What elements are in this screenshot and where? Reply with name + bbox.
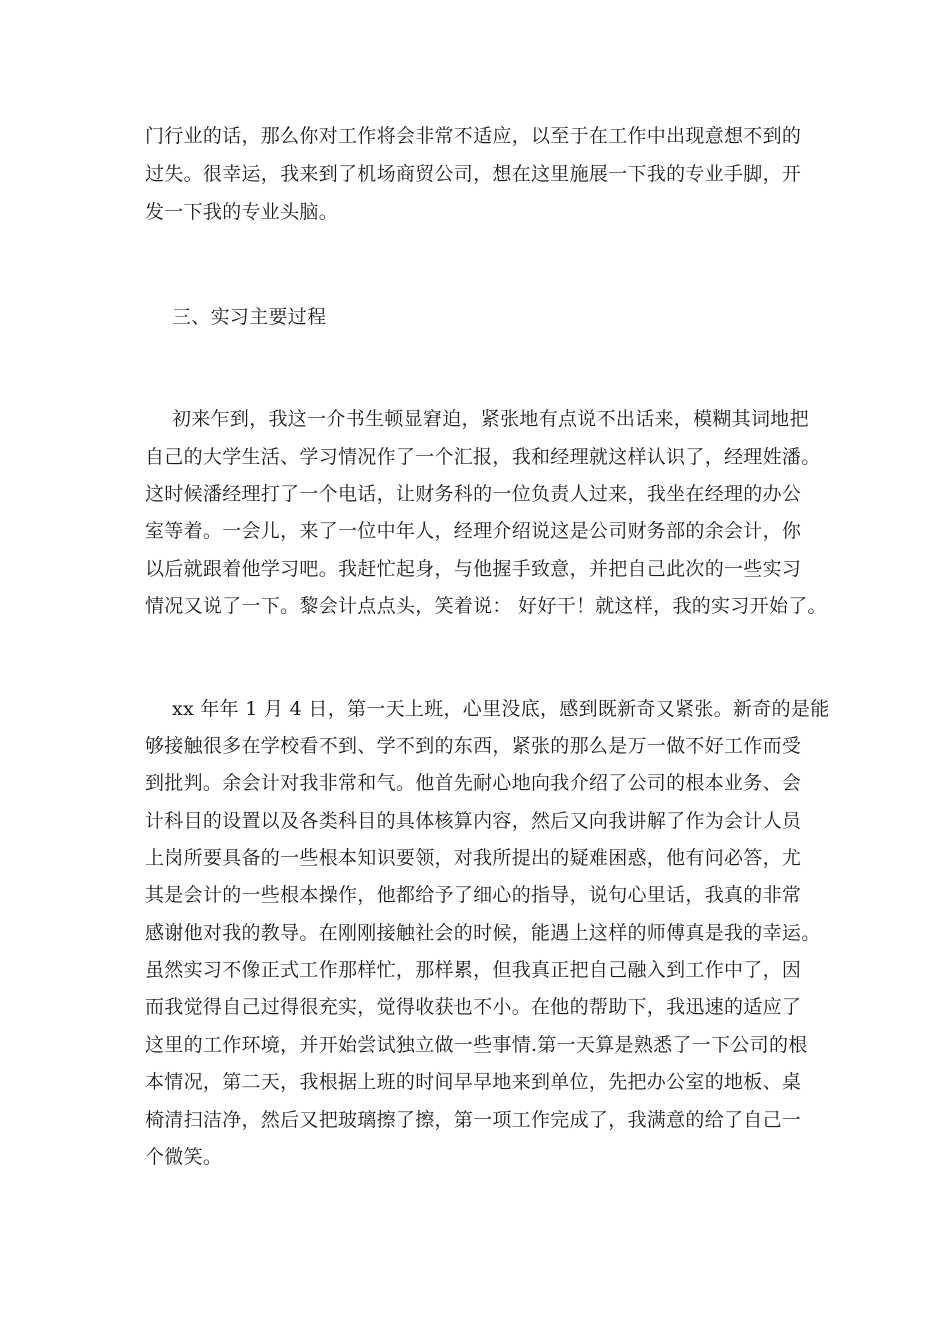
body-text-line: 其是会计的一些根本操作，他都给予了细心的指导，说句心里话，我真的非常	[145, 884, 802, 906]
body-text-line: 计科目的设置以及各类科目的具体核算内容，然后又向我讲解了作为会计人员	[145, 810, 802, 832]
body-text-line: 本情况，第二天，我根据上班的时间早早地来到单位，先把办公室的地板、桌	[145, 1071, 802, 1093]
body-text-line: 发一下我的专业头脑。	[145, 201, 339, 223]
body-text-line: 自己的大学生活、学习情况作了一个汇报，我和经理就这样认识了，经理姓潘。	[145, 446, 821, 468]
body-text-line: 上岗所要具备的一些根本知识要领，对我所提出的疑难困惑，他有问必答，尤	[145, 847, 802, 869]
body-text-line: 到批判。余会计对我非常和气。他首先耐心地向我介绍了公司的根本业务、会	[145, 772, 802, 794]
body-text-line: 椅清扫洁净，然后又把玻璃擦了擦，第一项工作完成了，我满意的给了自己一	[145, 1109, 802, 1131]
body-text-line: 初来乍到，我这一介书生顿显窘迫，紧张地有点说不出话来，模糊其词地把	[172, 408, 809, 430]
body-text-line: 够接触很多在学校看不到、学不到的东西，紧张的那么是万一做不好工作而受	[145, 735, 802, 757]
body-text-line: 虽然实习不像正式工作那样忙，那样累，但我真正把自己融入到工作中了，因	[145, 959, 802, 981]
body-text-line: 以后就跟着他学习吧。我赶忙起身，与他握手致意，并把自己此次的一些实习	[145, 558, 802, 580]
body-text-line: 过失。很幸运，我来到了机场商贸公司，想在这里施展一下我的专业手脚，开	[145, 163, 802, 185]
body-text-line: 这里的工作环境，并开始尝试独立做一些事情.第一天算是熟悉了一下公司的根	[145, 1034, 808, 1056]
body-text-line: 这时候潘经理打了一个电话，让财务科的一位负责人过来，我坐在经理的办公	[145, 483, 802, 505]
body-text-line: 室等着。一会儿，来了一位中年人，经理介绍说这是公司财务部的余会计，你	[145, 520, 802, 542]
body-text-line: 个微笑。	[145, 1146, 223, 1168]
body-text-line: xx 年年 1 月 4 日，第一天上班，心里没底，感到既新奇又紧张。新奇的是能	[172, 698, 830, 720]
body-text-line: 情况又说了一下。黎会计点点头，笑着说： 好好干！就这样，我的实习开始了。	[145, 595, 827, 617]
body-text-line: 感谢他对我的教导。在刚刚接触社会的时候，能遇上这样的师傅真是我的幸运。	[145, 922, 821, 944]
body-text-line: 而我觉得自己过得很充实，觉得收获也不小。在他的帮助下，我迅速的适应了	[145, 996, 802, 1018]
body-text-line: 门行业的话，那么你对工作将会非常不适应，以至于在工作中出现意想不到的	[145, 125, 802, 147]
section-heading: 三、实习主要过程	[172, 306, 327, 328]
